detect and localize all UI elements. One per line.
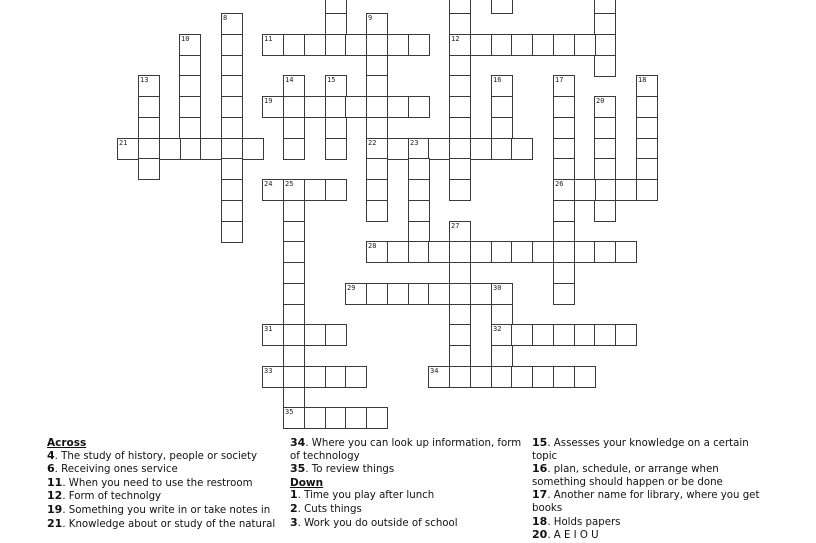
clue-text: . Time you play after lunch (297, 490, 435, 502)
clue-number: 1 (290, 488, 298, 502)
grid-cell[interactable] (387, 96, 409, 118)
clue-text: . Receiving ones service (54, 464, 178, 476)
clue-number: 3 (290, 515, 298, 529)
cell-number: 35 (285, 408, 294, 416)
clue-across-34 (290, 437, 525, 463)
grid-cell[interactable] (242, 138, 264, 160)
grid-cell[interactable] (636, 138, 658, 160)
cell-number: 13 (140, 76, 149, 84)
clue-text: . Cuts things (297, 503, 362, 515)
grid-cell[interactable] (345, 96, 367, 118)
clue-across-35 (290, 463, 525, 477)
clue-number: 4 (47, 448, 55, 462)
grid-cell[interactable] (366, 13, 388, 35)
grid-cell[interactable] (449, 75, 471, 97)
grid-cell[interactable] (594, 158, 616, 180)
grid-cell[interactable] (511, 324, 533, 346)
clue-text: . Assesses your knowledge on a certain topic (532, 438, 749, 462)
grid-cell[interactable] (366, 117, 388, 139)
grid-cell[interactable] (615, 179, 637, 201)
grid-cell[interactable] (491, 0, 513, 14)
grid-cell[interactable] (262, 324, 284, 346)
grid-cell[interactable] (304, 366, 326, 388)
grid-cell[interactable] (636, 96, 658, 118)
grid-cell[interactable] (408, 241, 430, 263)
grid-cell[interactable] (325, 366, 347, 388)
cell-number: 27 (451, 222, 460, 230)
grid-cell[interactable] (138, 96, 160, 118)
grid-cell[interactable] (491, 366, 513, 388)
clue-text: . A E I O U (547, 530, 599, 542)
clue-across-21 (47, 518, 282, 532)
clue-text: . plan, schedule, or arrange when something should happen or be done (532, 464, 723, 488)
grid-cell[interactable] (304, 96, 326, 118)
grid-cell[interactable] (553, 200, 575, 222)
grid-cell[interactable] (408, 200, 430, 222)
grid-cell[interactable] (262, 96, 284, 118)
grid-cell[interactable] (553, 179, 575, 201)
grid-cell[interactable] (366, 34, 388, 56)
grid-cell[interactable] (574, 241, 596, 263)
grid-cell[interactable] (553, 366, 575, 388)
clue-text: . Holds papers (547, 516, 621, 528)
grid-cell[interactable] (283, 283, 305, 305)
grid-cell[interactable] (283, 262, 305, 284)
grid-cell[interactable] (138, 117, 160, 139)
grid-cell[interactable] (636, 158, 658, 180)
clue-down-15 (532, 437, 772, 463)
grid-cell[interactable] (594, 34, 616, 56)
grid-cell[interactable] (179, 117, 201, 139)
cell-number: 11 (264, 35, 273, 43)
clue-number: 12 (47, 489, 63, 503)
grid-cell[interactable] (449, 55, 471, 77)
grid-cell[interactable] (325, 75, 347, 97)
grid-cell[interactable] (574, 179, 596, 201)
grid-cell[interactable] (325, 34, 347, 56)
clue-number: 20 (532, 528, 548, 542)
grid-cell[interactable] (221, 138, 243, 160)
cell-number: 26 (555, 180, 564, 188)
clue-number: 16 (532, 462, 548, 476)
grid-cell[interactable] (283, 117, 305, 139)
grid-cell[interactable] (553, 138, 575, 160)
grid-cell[interactable] (325, 138, 347, 160)
grid-cell[interactable] (553, 324, 575, 346)
cell-number: 9 (368, 14, 373, 22)
clue-across-11 (47, 477, 282, 491)
cell-number: 32 (493, 325, 502, 333)
grid-cell[interactable] (283, 407, 305, 429)
grid-cell[interactable] (594, 0, 616, 14)
grid-cell[interactable] (491, 117, 513, 139)
grid-cell[interactable] (304, 179, 326, 201)
clue-text: . Where you can look up information, form of technology (290, 438, 522, 462)
grid-cell[interactable] (428, 283, 450, 305)
grid-cell[interactable] (491, 324, 513, 346)
grid-cell[interactable] (262, 179, 284, 201)
grid-cell[interactable] (594, 241, 616, 263)
grid-cell[interactable] (449, 158, 471, 180)
clue-number: 21 (47, 516, 63, 530)
grid-cell[interactable] (470, 241, 492, 263)
grid-cell[interactable] (221, 200, 243, 222)
clue-number: 17 (532, 488, 548, 502)
grid-cell[interactable] (179, 138, 201, 160)
grid-cell[interactable] (594, 55, 616, 77)
grid-cell[interactable] (553, 96, 575, 118)
grid-cell[interactable] (408, 138, 430, 160)
grid-cell[interactable] (221, 75, 243, 97)
cell-number: 33 (264, 367, 273, 375)
grid-cell[interactable] (159, 138, 181, 160)
cell-number: 29 (347, 284, 356, 292)
cell-number: 18 (638, 76, 647, 84)
grid-cell[interactable] (221, 158, 243, 180)
cell-number: 16 (493, 76, 502, 84)
grid-cell[interactable] (491, 283, 513, 305)
grid-cell[interactable] (491, 138, 513, 160)
grid-cell[interactable] (449, 324, 471, 346)
grid-cell[interactable] (594, 138, 616, 160)
grid-cell[interactable] (262, 34, 284, 56)
grid-cell[interactable] (304, 324, 326, 346)
grid-cell[interactable] (117, 138, 139, 160)
grid-cell[interactable] (366, 96, 388, 118)
grid-cell[interactable] (636, 179, 658, 201)
grid-cell[interactable] (283, 200, 305, 222)
grid-cell[interactable] (449, 0, 471, 14)
grid-cell[interactable] (179, 75, 201, 97)
grid-cell[interactable] (325, 96, 347, 118)
grid-cell[interactable] (387, 283, 409, 305)
grid-cell[interactable] (491, 241, 513, 263)
grid-cell[interactable] (574, 366, 596, 388)
cell-number: 19 (264, 97, 273, 105)
grid-cell[interactable] (304, 407, 326, 429)
clue-text: . Work you do outside of school (297, 517, 458, 529)
grid-cell[interactable] (449, 241, 471, 263)
grid-cell[interactable] (449, 96, 471, 118)
cell-number: 12 (451, 35, 460, 43)
cell-number: 17 (555, 76, 564, 84)
grid-cell[interactable] (594, 13, 616, 35)
grid-cell[interactable] (283, 324, 305, 346)
cell-number: 10 (181, 35, 190, 43)
grid-cell[interactable] (366, 283, 388, 305)
grid-cell[interactable] (532, 366, 554, 388)
clue-down-18 (532, 516, 772, 530)
cell-number: 34 (430, 367, 439, 375)
cell-number: 30 (493, 284, 502, 292)
grid-cell[interactable] (221, 96, 243, 118)
grid-cell[interactable] (491, 304, 513, 326)
grid-cell[interactable] (408, 96, 430, 118)
grid-cell[interactable] (470, 366, 492, 388)
clue-text: . Form of technolgy (62, 491, 162, 503)
clue-number: 18 (532, 514, 548, 528)
grid-cell[interactable] (325, 13, 347, 35)
grid-cell[interactable] (594, 179, 616, 201)
grid-cell[interactable] (449, 138, 471, 160)
grid-cell[interactable] (138, 158, 160, 180)
clue-across-6 (47, 463, 282, 477)
grid-cell[interactable] (408, 283, 430, 305)
clue-text: . Something you write in or take notes in (62, 504, 271, 516)
clue-down-17 (532, 489, 772, 515)
grid-cell[interactable] (574, 34, 596, 56)
grid-cell[interactable] (283, 34, 305, 56)
clue-number: 19 (47, 502, 63, 516)
grid-cell[interactable] (532, 324, 554, 346)
grid-cell[interactable] (553, 262, 575, 284)
grid-cell[interactable] (138, 138, 160, 160)
clue-number: 11 (47, 475, 63, 489)
cell-number: 15 (327, 76, 336, 84)
clue-text: . The study of history, people or society (54, 450, 258, 462)
grid-cell[interactable] (491, 96, 513, 118)
grid-cell[interactable] (615, 241, 637, 263)
clue-number: 6 (47, 462, 55, 476)
clues-column-3 (532, 437, 772, 543)
grid-cell[interactable] (408, 179, 430, 201)
grid-cell[interactable] (345, 407, 367, 429)
grid-cell[interactable] (449, 304, 471, 326)
grid-cell[interactable] (366, 138, 388, 160)
grid-cell[interactable] (532, 34, 554, 56)
grid-cell[interactable] (636, 75, 658, 97)
grid-cell[interactable] (179, 96, 201, 118)
grid-cell[interactable] (532, 241, 554, 263)
grid-cell[interactable] (221, 13, 243, 35)
grid-cell[interactable] (449, 34, 471, 56)
grid-cell[interactable] (200, 138, 222, 160)
grid-cell[interactable] (221, 179, 243, 201)
clue-across-19 (47, 504, 282, 518)
grid-cell[interactable] (449, 13, 471, 35)
grid-cell[interactable] (325, 407, 347, 429)
clue-across-4 (47, 450, 282, 464)
grid-cell[interactable] (366, 179, 388, 201)
grid-cell[interactable] (366, 241, 388, 263)
grid-cell[interactable] (283, 138, 305, 160)
clue-text: . To review things (305, 464, 395, 476)
across-heading: Across (47, 437, 87, 449)
grid-cell[interactable] (428, 138, 450, 160)
grid-cell[interactable] (283, 366, 305, 388)
grid-cell[interactable] (470, 283, 492, 305)
clue-across-12 (47, 490, 282, 504)
grid-cell[interactable] (594, 324, 616, 346)
grid-cell[interactable] (408, 221, 430, 243)
grid-cell[interactable] (387, 241, 409, 263)
grid-cell[interactable] (574, 324, 596, 346)
grid-cell[interactable] (221, 34, 243, 56)
grid-cell[interactable] (179, 55, 201, 77)
cell-number: 24 (264, 180, 273, 188)
grid-cell[interactable] (283, 345, 305, 367)
grid-cell[interactable] (138, 75, 160, 97)
grid-cell[interactable] (636, 117, 658, 139)
grid-cell[interactable] (325, 0, 347, 14)
grid-cell[interactable] (366, 200, 388, 222)
cell-number: 22 (368, 139, 377, 147)
grid-cell[interactable] (511, 241, 533, 263)
cell-number: 25 (285, 180, 294, 188)
grid-cell[interactable] (594, 200, 616, 222)
grid-cell[interactable] (449, 366, 471, 388)
clue-down-20 (532, 529, 772, 543)
grid-cell[interactable] (449, 262, 471, 284)
grid-cell[interactable] (179, 34, 201, 56)
cell-number: 21 (119, 139, 128, 147)
cell-number: 31 (264, 325, 273, 333)
clue-number: 15 (532, 436, 548, 449)
grid-cell[interactable] (262, 366, 284, 388)
clue-number: 35 (290, 462, 306, 476)
grid-cell[interactable] (553, 75, 575, 97)
grid-cell[interactable] (283, 241, 305, 263)
clue-text: . Knowledge about or study of the natural (62, 518, 276, 530)
clues-column-2 (290, 437, 525, 530)
grid-cell[interactable] (366, 158, 388, 180)
grid-cell[interactable] (449, 117, 471, 139)
grid-cell[interactable] (449, 179, 471, 201)
clue-text: . When you need to use the restroom (62, 477, 253, 489)
grid-cell[interactable] (553, 221, 575, 243)
grid-cell[interactable] (470, 34, 492, 56)
grid-cell[interactable] (594, 96, 616, 118)
grid-cell[interactable] (366, 55, 388, 77)
grid-cell[interactable] (553, 241, 575, 263)
clue-down-1 (290, 489, 525, 503)
grid-cell[interactable] (366, 75, 388, 97)
grid-cell[interactable] (449, 283, 471, 305)
grid-cell[interactable] (408, 34, 430, 56)
down-heading: Down (290, 476, 324, 489)
grid-cell[interactable] (449, 345, 471, 367)
grid-cell[interactable] (345, 283, 367, 305)
grid-cell[interactable] (283, 387, 305, 409)
grid-cell[interactable] (511, 366, 533, 388)
clue-down-16 (532, 463, 772, 489)
grid-cell[interactable] (491, 345, 513, 367)
grid-cell[interactable] (221, 55, 243, 77)
cell-number: 23 (410, 139, 419, 147)
grid-cell[interactable] (283, 75, 305, 97)
grid-cell[interactable] (408, 158, 430, 180)
grid-cell[interactable] (470, 138, 492, 160)
grid-cell[interactable] (221, 221, 243, 243)
clue-text: . Another name for library, where you get books (532, 490, 760, 514)
grid-cell[interactable] (304, 34, 326, 56)
clue-number: 34 (290, 436, 306, 449)
grid-cell[interactable] (283, 221, 305, 243)
grid-cell[interactable] (387, 138, 409, 160)
grid-cell[interactable] (553, 117, 575, 139)
clue-down-2 (290, 503, 525, 517)
grid-cell[interactable] (553, 158, 575, 180)
grid-cell[interactable] (325, 117, 347, 139)
grid-cell[interactable] (491, 34, 513, 56)
cell-number: 8 (223, 14, 228, 22)
grid-cell[interactable] (491, 75, 513, 97)
grid-cell[interactable] (553, 34, 575, 56)
grid-cell[interactable] (345, 366, 367, 388)
grid-cell[interactable] (283, 179, 305, 201)
grid-cell[interactable] (511, 34, 533, 56)
clues-column-1 (47, 437, 282, 531)
cell-number: 20 (596, 97, 605, 105)
grid-cell[interactable] (387, 34, 409, 56)
grid-cell[interactable] (345, 34, 367, 56)
grid-cell[interactable] (325, 179, 347, 201)
grid-cell[interactable] (428, 366, 450, 388)
cell-number: 28 (368, 242, 377, 250)
grid-cell[interactable] (449, 221, 471, 243)
clue-number: 2 (290, 501, 298, 515)
grid-cell[interactable] (615, 324, 637, 346)
grid-cell[interactable] (283, 96, 305, 118)
clue-down-3 (290, 517, 525, 531)
grid-cell[interactable] (553, 283, 575, 305)
grid-cell[interactable] (283, 304, 305, 326)
grid-cell[interactable] (325, 324, 347, 346)
grid-cell[interactable] (221, 117, 243, 139)
grid-cell[interactable] (511, 138, 533, 160)
grid-cell[interactable] (594, 117, 616, 139)
grid-cell[interactable] (366, 407, 388, 429)
cell-number: 14 (285, 76, 294, 84)
grid-cell[interactable] (428, 241, 450, 263)
